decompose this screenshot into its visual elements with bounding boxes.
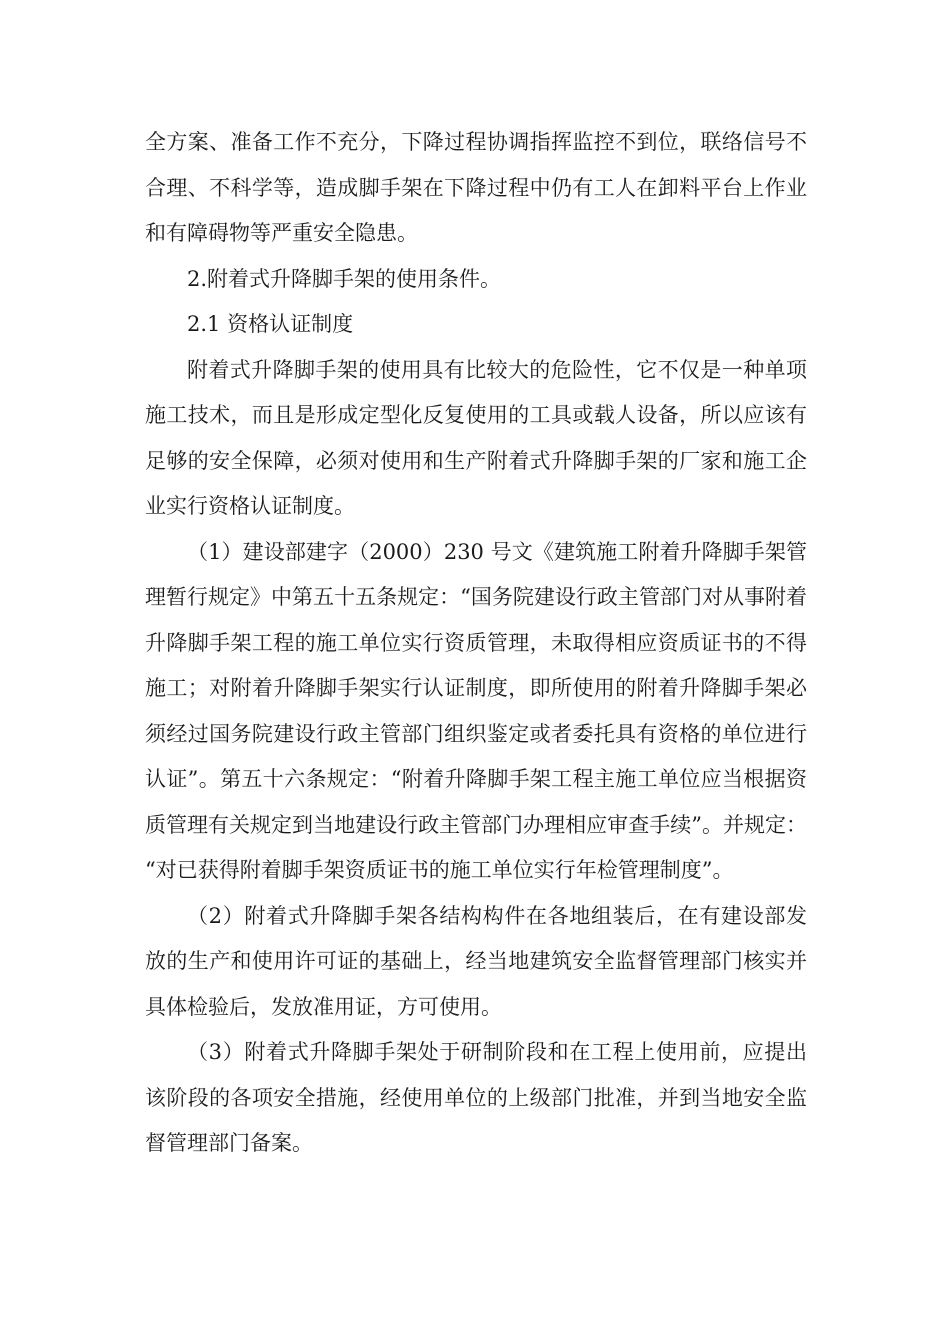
document-page xyxy=(145,120,807,1167)
paragraph-continuation: 全方案、准备工作不充分，下降过程协调指挥监控不到位，联络信号不合理、不科学等，造成脚手架在下降过程中仍有工人在卸料平台上作业和有障碍物等严重安全隐患。 xyxy=(145,130,807,245)
paragraph-item-3: （3）附着式升降脚手架处于研制阶段和在工程上使用前，应提出该阶段的各项安全措施，经使用单位的上级部门批准，并到当地安全监督管理部门备案。 xyxy=(145,1040,807,1155)
paragraph-qualification-intro: 附着式升降脚手架的使用具有比较大的危险性，它不仅是一种单项施工技术，而且是形成定型化反复使用的工具或载人设备，所以应该有足够的安全保障，必须对使用和生产附着式升降脚手架的厂家和施工企业实行资格认证制度。 xyxy=(145,357,807,518)
paragraph-item-2: （2）附着式升降脚手架各结构构件在各地组装后，在有建设部发放的生产和使用许可证的基础上，经当地建筑安全监督管理部门核实并具体检验后，发放准用证，方可使用。 xyxy=(145,903,807,1019)
paragraph-item-1: （1）建设部建字（2000）230 号文《建筑施工附着升降脚手架管理暂行规定》中第五十五条规定：“国务院建设行政主管部门对从事附着升降脚手架工程的施工单位实行资质管理，未取得相应资质证书的不得施工；对附着升降脚手架实行认证制度，即所使用的附着升降脚手架必须经过国务院建设行政主管部门组织鉴定或者委托具有资格的单位进行认证”。第五十六条规定：“附着升降脚手架工程主施工单位应当根据资质管理有关规定到当地建设行政主管部门办理相应审查手续”。并规定：“对已获得附着脚手架资质证书的施工单位实行年检管理制度”。 xyxy=(145,539,807,882)
subsection-heading-2-1: 2.1 资格认证制度 xyxy=(187,312,354,336)
section-heading-2: 2.附着式升降脚手架的使用条件。 xyxy=(187,266,502,291)
